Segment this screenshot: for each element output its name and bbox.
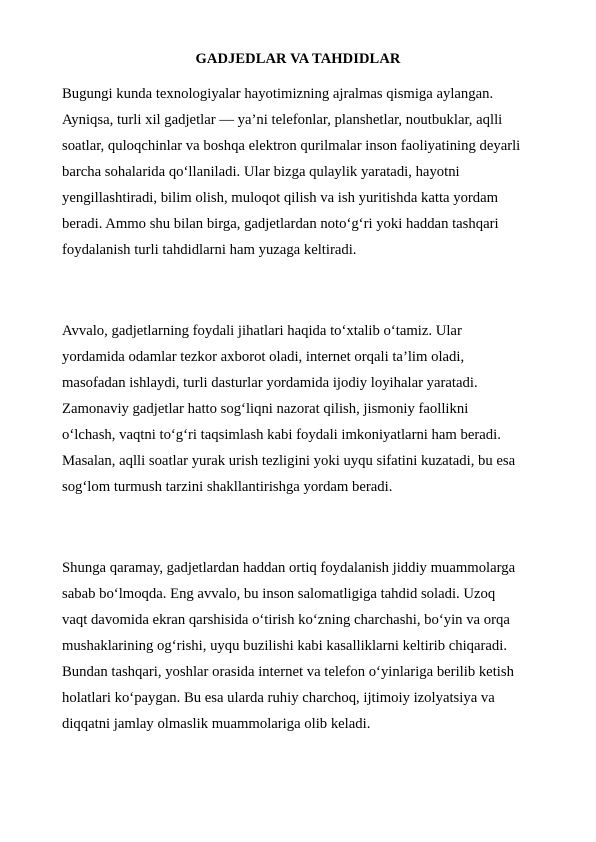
paragraph-intro [62, 81, 546, 263]
paragraph-line: vaqt davomida ekran qarshisida o‘tirish ko‘zning charchashi, bo‘yin va orqa [62, 612, 510, 628]
paragraph-line: barcha sohalarida qo‘llaniladi. Ular bizga qulaylik yaratadi, hayotni [62, 164, 460, 180]
paragraph-line: soatlar, quloqchinlar va boshqa elektron qurilmalar inson faoliyatining deyarli [62, 138, 521, 154]
paragraph-line: diqqatni jamlay olmaslik muammolariga olib keladi. [62, 716, 371, 732]
paragraph-line: Masalan, aqlli soatlar yurak urish tezligini yoki uyqu sifatini kuzatadi, bu esa [62, 453, 516, 469]
paragraph-line: Bundan tashqari, yoshlar orasida internet va telefon o‘yinlariga berilib ketish [62, 664, 514, 680]
paragraph-line: yengillashtiradi, bilim olish, muloqot qilish va ish yuritishda katta yordam [62, 190, 499, 206]
paragraph-line: Zamonaviy gadjetlar hatto sog‘liqni nazorat qilish, jismoniy faollikni [62, 401, 469, 417]
paragraph-line: masofadan ishlaydi, turli dasturlar yordamida ijodiy loyihalar yaratadi. [62, 375, 478, 391]
paragraph-line: Shunga qaramay, gadjetlardan haddan ortiq foydalanish jiddiy muammolarga [62, 560, 516, 576]
paragraph-benefits [62, 318, 546, 500]
paragraph-line: holatlari ko‘paygan. Bu esa ularda ruhiy charchoq, ijtimoiy izolyatsiya va [62, 690, 495, 706]
paragraph-line: Avvalo, gadjetlarning foydali jihatlari haqida to‘xtalib o‘tamiz. Ular [62, 323, 462, 339]
paragraph-line: yordamida odamlar tezkor axborot oladi, internet orqali ta’lim oladi, [62, 349, 465, 365]
paragraph-line: Ayniqsa, turli xil gadjetlar — ya’ni telefonlar, planshetlar, noutbuklar, aqlli [62, 112, 503, 128]
paragraph-line: Bugungi kunda texnologiyalar hayotimizning ajralmas qismiga aylangan. [62, 86, 494, 102]
paragraph-line: sog‘lom turmush tarzini shakllantirishga yordam beradi. [62, 479, 393, 495]
paragraph-threats [62, 555, 546, 737]
paragraph-line: o‘lchash, vaqtni to‘g‘ri taqsimlash kabi foydali imkoniyatlarni ham beradi. [62, 427, 501, 443]
paragraph-line: beradi. Ammo shu bilan birga, gadjetlardan noto‘g‘ri yoki haddan tashqari [62, 216, 499, 232]
paragraph-line: sabab bo‘lmoqda. Eng avvalo, bu inson salomatligiga tahdid soladi. Uzoq [62, 586, 496, 602]
document-title: GADJEDLAR VA TAHDIDLAR [195, 51, 401, 67]
paragraph-line: foydalanish turli tahdidlarni ham yuzaga keltiradi. [62, 242, 357, 258]
paragraph-line: mushaklarining og‘rishi, uyqu buzilishi kabi kasalliklarni keltirib chiqaradi. [62, 638, 508, 654]
